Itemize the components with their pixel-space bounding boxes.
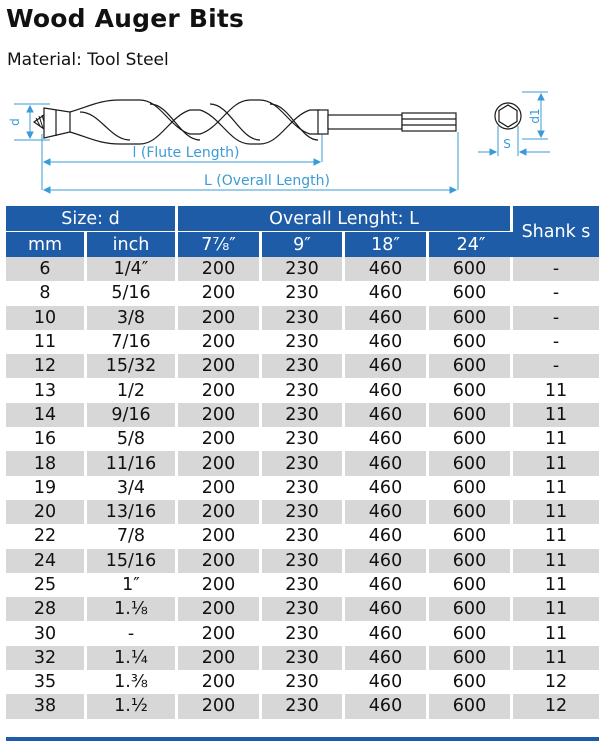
cell-inch: 5/8 bbox=[87, 427, 178, 451]
cell-len-7-78: 200 bbox=[178, 281, 262, 305]
table-row bbox=[6, 500, 599, 524]
d1-label: d1 bbox=[528, 108, 542, 124]
cell-len-18: 460 bbox=[345, 694, 429, 718]
cell-inch: 7/16 bbox=[87, 330, 178, 354]
cell-len-9: 230 bbox=[262, 451, 345, 475]
cell-len-7-78: 200 bbox=[178, 500, 262, 524]
cell-len-24: 600 bbox=[429, 524, 513, 548]
d-label: d bbox=[8, 118, 22, 126]
cell-len-18: 460 bbox=[345, 257, 429, 281]
cell-len-18: 460 bbox=[345, 306, 429, 330]
cell-len-24: 600 bbox=[429, 694, 513, 718]
cell-inch: 1.½ bbox=[87, 694, 178, 718]
cell-shank: 11 bbox=[513, 524, 599, 548]
cell-shank: 11 bbox=[513, 621, 599, 645]
table-body bbox=[6, 257, 599, 719]
table-row bbox=[6, 427, 599, 451]
cell-len-7-78: 200 bbox=[178, 476, 262, 500]
cell-len-9: 230 bbox=[262, 403, 345, 427]
cell-len-18: 460 bbox=[345, 330, 429, 354]
cell-len-9: 230 bbox=[262, 500, 345, 524]
bottom-divider bbox=[6, 737, 599, 741]
cell-len-18: 460 bbox=[345, 573, 429, 597]
table-row bbox=[6, 378, 599, 402]
cell-len-7-78: 200 bbox=[178, 257, 262, 281]
cell-inch: 13/16 bbox=[87, 500, 178, 524]
cell-len-18: 460 bbox=[345, 354, 429, 378]
cell-mm: 30 bbox=[6, 621, 87, 645]
cell-len-7-78: 200 bbox=[178, 427, 262, 451]
length-9-header: 9″ bbox=[262, 232, 345, 257]
cell-len-24: 600 bbox=[429, 500, 513, 524]
cell-shank: 11 bbox=[513, 549, 599, 573]
cell-len-24: 600 bbox=[429, 451, 513, 475]
cell-shank: 11 bbox=[513, 500, 599, 524]
table-row bbox=[6, 281, 599, 305]
inch-header: inch bbox=[87, 232, 178, 257]
cell-len-18: 460 bbox=[345, 281, 429, 305]
cell-len-24: 600 bbox=[429, 597, 513, 621]
cell-mm: 11 bbox=[6, 330, 87, 354]
cell-shank: 11 bbox=[513, 451, 599, 475]
cell-mm: 14 bbox=[6, 403, 87, 427]
table-row bbox=[6, 476, 599, 500]
cell-len-18: 460 bbox=[345, 500, 429, 524]
cell-inch: 15/32 bbox=[87, 354, 178, 378]
cell-shank: 11 bbox=[513, 597, 599, 621]
overall-length-label: L (Overall Length) bbox=[204, 173, 330, 189]
material-label: Material: Tool Steel bbox=[7, 50, 169, 70]
table-row bbox=[6, 549, 599, 573]
cell-mm: 8 bbox=[6, 281, 87, 305]
cell-len-9: 230 bbox=[262, 378, 345, 402]
cell-inch: 1/4″ bbox=[87, 257, 178, 281]
cell-len-7-78: 200 bbox=[178, 670, 262, 694]
cell-len-18: 460 bbox=[345, 670, 429, 694]
cell-len-7-78: 200 bbox=[178, 330, 262, 354]
hex-shank-end-view bbox=[495, 103, 521, 129]
cell-len-7-78: 200 bbox=[178, 597, 262, 621]
cell-len-9: 230 bbox=[262, 621, 345, 645]
cell-shank: 11 bbox=[513, 573, 599, 597]
table-row bbox=[6, 573, 599, 597]
cell-mm: 24 bbox=[6, 549, 87, 573]
cell-len-24: 600 bbox=[429, 330, 513, 354]
cell-len-18: 460 bbox=[345, 597, 429, 621]
cell-len-9: 230 bbox=[262, 257, 345, 281]
cell-len-24: 600 bbox=[429, 281, 513, 305]
table-row bbox=[6, 257, 599, 281]
cell-mm: 13 bbox=[6, 378, 87, 402]
auger-bit-diagram bbox=[0, 82, 600, 202]
cell-inch: 7/8 bbox=[87, 524, 178, 548]
length-24-header: 24″ bbox=[429, 232, 513, 257]
s-label: S bbox=[503, 137, 511, 151]
cell-len-7-78: 200 bbox=[178, 549, 262, 573]
cell-len-9: 230 bbox=[262, 427, 345, 451]
length-18-header: 18″ bbox=[345, 232, 429, 257]
cell-mm: 18 bbox=[6, 451, 87, 475]
cell-shank: - bbox=[513, 330, 599, 354]
table-row bbox=[6, 524, 599, 548]
cell-mm: 19 bbox=[6, 476, 87, 500]
cell-len-9: 230 bbox=[262, 281, 345, 305]
cell-len-7-78: 200 bbox=[178, 694, 262, 718]
cell-mm: 32 bbox=[6, 646, 87, 670]
cell-shank: 11 bbox=[513, 646, 599, 670]
cell-len-7-78: 200 bbox=[178, 354, 262, 378]
cell-len-9: 230 bbox=[262, 694, 345, 718]
cell-len-18: 460 bbox=[345, 549, 429, 573]
cell-len-7-78: 200 bbox=[178, 378, 262, 402]
cell-len-7-78: 200 bbox=[178, 451, 262, 475]
table-row bbox=[6, 646, 599, 670]
flute-length-label: l (Flute Length) bbox=[132, 145, 240, 161]
cell-len-18: 460 bbox=[345, 476, 429, 500]
cell-shank: - bbox=[513, 354, 599, 378]
cell-len-9: 230 bbox=[262, 573, 345, 597]
cell-len-9: 230 bbox=[262, 646, 345, 670]
cell-len-24: 600 bbox=[429, 476, 513, 500]
cell-len-9: 230 bbox=[262, 330, 345, 354]
cell-len-9: 230 bbox=[262, 476, 345, 500]
cell-shank: 11 bbox=[513, 378, 599, 402]
cell-shank: 11 bbox=[513, 476, 599, 500]
cell-inch: 1.⅛ bbox=[87, 597, 178, 621]
specification-table bbox=[6, 206, 599, 719]
cell-len-24: 600 bbox=[429, 378, 513, 402]
table-row bbox=[6, 354, 599, 378]
cell-len-24: 600 bbox=[429, 403, 513, 427]
cell-inch: 5/16 bbox=[87, 281, 178, 305]
cell-inch: 9/16 bbox=[87, 403, 178, 427]
cell-len-9: 230 bbox=[262, 597, 345, 621]
cell-len-24: 600 bbox=[429, 354, 513, 378]
cell-len-18: 460 bbox=[345, 646, 429, 670]
cell-len-24: 600 bbox=[429, 306, 513, 330]
cell-shank: 12 bbox=[513, 694, 599, 718]
table-row bbox=[6, 670, 599, 694]
cell-len-18: 460 bbox=[345, 378, 429, 402]
cell-inch: 1.¼ bbox=[87, 646, 178, 670]
cell-mm: 20 bbox=[6, 500, 87, 524]
length-7-78-header: 7⁷⁄₈″ bbox=[178, 232, 262, 257]
cell-shank: 12 bbox=[513, 670, 599, 694]
cell-mm: 12 bbox=[6, 354, 87, 378]
overall-length-group-header: Overall Lenght: L bbox=[178, 206, 513, 232]
table-row bbox=[6, 306, 599, 330]
cell-shank: 11 bbox=[513, 427, 599, 451]
table-row bbox=[6, 403, 599, 427]
cell-inch: 11/16 bbox=[87, 451, 178, 475]
mm-header: mm bbox=[6, 232, 87, 257]
table-row bbox=[6, 597, 599, 621]
cell-len-7-78: 200 bbox=[178, 646, 262, 670]
cell-mm: 16 bbox=[6, 427, 87, 451]
cell-len-18: 460 bbox=[345, 621, 429, 645]
cell-inch: - bbox=[87, 621, 178, 645]
cell-len-9: 230 bbox=[262, 670, 345, 694]
cell-inch: 3/8 bbox=[87, 306, 178, 330]
cell-inch: 1/2 bbox=[87, 378, 178, 402]
shank-header bbox=[513, 206, 599, 257]
cell-mm: 10 bbox=[6, 306, 87, 330]
cell-len-24: 600 bbox=[429, 427, 513, 451]
cell-inch: 1″ bbox=[87, 573, 178, 597]
table-row bbox=[6, 694, 599, 718]
cell-len-7-78: 200 bbox=[178, 306, 262, 330]
cell-len-24: 600 bbox=[429, 257, 513, 281]
cell-mm: 28 bbox=[6, 597, 87, 621]
cell-len-24: 600 bbox=[429, 670, 513, 694]
cell-len-7-78: 200 bbox=[178, 403, 262, 427]
cell-len-18: 460 bbox=[345, 524, 429, 548]
page-title: Wood Auger Bits bbox=[6, 4, 245, 33]
cell-len-9: 230 bbox=[262, 524, 345, 548]
cell-inch: 1.⅜ bbox=[87, 670, 178, 694]
cell-len-9: 230 bbox=[262, 549, 345, 573]
cell-len-9: 230 bbox=[262, 306, 345, 330]
cell-len-24: 600 bbox=[429, 549, 513, 573]
cell-mm: 6 bbox=[6, 257, 87, 281]
cell-len-7-78: 200 bbox=[178, 621, 262, 645]
table-row bbox=[6, 451, 599, 475]
cell-len-24: 600 bbox=[429, 646, 513, 670]
cell-shank: - bbox=[513, 306, 599, 330]
cell-len-24: 600 bbox=[429, 621, 513, 645]
cell-mm: 38 bbox=[6, 694, 87, 718]
size-group-header: Size: d bbox=[6, 206, 178, 232]
table-row bbox=[6, 621, 599, 645]
cell-shank: 11 bbox=[513, 403, 599, 427]
cell-len-7-78: 200 bbox=[178, 573, 262, 597]
auger-bit-drawing bbox=[34, 100, 456, 144]
shank-header-text: Shank s bbox=[521, 221, 591, 242]
cell-len-9: 230 bbox=[262, 354, 345, 378]
cell-shank: - bbox=[513, 257, 599, 281]
cell-inch: 3/4 bbox=[87, 476, 178, 500]
cell-inch: 15/16 bbox=[87, 549, 178, 573]
table-row bbox=[6, 330, 599, 354]
cell-mm: 25 bbox=[6, 573, 87, 597]
cell-len-7-78: 200 bbox=[178, 524, 262, 548]
cell-len-18: 460 bbox=[345, 427, 429, 451]
cell-shank: - bbox=[513, 281, 599, 305]
cell-mm: 35 bbox=[6, 670, 87, 694]
cell-mm: 22 bbox=[6, 524, 87, 548]
cell-len-18: 460 bbox=[345, 451, 429, 475]
cell-len-24: 600 bbox=[429, 573, 513, 597]
cell-len-18: 460 bbox=[345, 403, 429, 427]
